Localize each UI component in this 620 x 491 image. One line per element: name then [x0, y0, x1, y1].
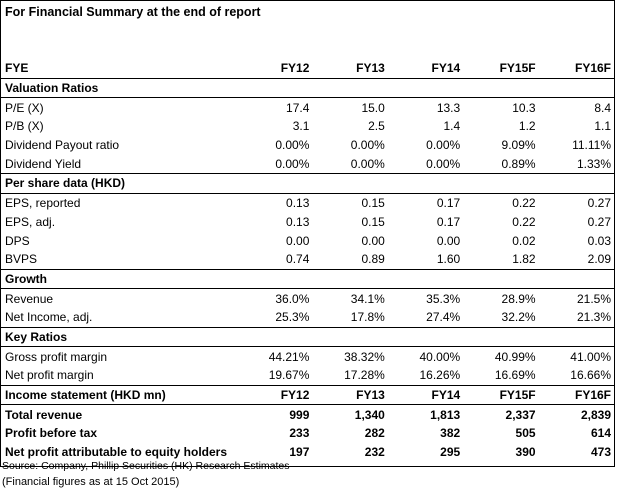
cell-value: 390 [515, 445, 536, 460]
cell-value: 0.89 [361, 252, 385, 267]
cell-value: 2,337 [505, 407, 536, 422]
cell-value: 614 [590, 426, 611, 441]
row-label: Profit before tax [5, 426, 98, 441]
cell-value: 0.02 [512, 233, 536, 248]
cell-value: 16.66% [570, 368, 611, 383]
row-label: DPS [5, 233, 30, 248]
cell-value: 36.0% [275, 291, 310, 306]
cell-value: 15.0 [361, 100, 385, 115]
year-header: FY14 [388, 385, 463, 405]
section-header-valuation [1, 78, 614, 98]
cell-value: 17.28% [344, 368, 385, 383]
fye-header-row [1, 59, 614, 78]
year-header: FY15F [463, 385, 538, 405]
cell-value: 505 [515, 426, 536, 441]
cell-value: 40.00% [419, 349, 461, 364]
cell-value: 16.69% [494, 368, 536, 383]
table-row [1, 366, 614, 385]
row-label: Net profit attributable to equity holders [5, 445, 228, 460]
cell-value: 0.74 [286, 252, 310, 267]
cell-value: 1,340 [354, 407, 385, 422]
table-row [1, 289, 614, 308]
table-title: For Financial Summary at the end of report [5, 5, 261, 19]
cell-value: 0.17 [436, 196, 461, 211]
cell-value: 28.9% [501, 291, 536, 306]
year-header: FY12 [237, 59, 312, 78]
table-row [1, 424, 614, 443]
cell-value: 0.27 [587, 214, 611, 229]
cell-value: 17.4 [286, 100, 310, 115]
section-label: Growth [1, 269, 614, 289]
cell-value: 0.13 [286, 196, 310, 211]
cell-value: 44.21% [268, 349, 310, 364]
cell-value: 232 [364, 445, 385, 460]
section-header-growth [1, 269, 614, 289]
cell-value: 27.4% [426, 310, 461, 325]
table-row [1, 405, 614, 424]
row-label: Gross profit margin [5, 349, 108, 364]
section-label: Valuation Ratios [1, 78, 614, 98]
cell-value: 0.00% [426, 156, 461, 171]
cell-value: 999 [289, 407, 310, 422]
section-header-key-ratios [1, 327, 614, 347]
cell-value: 0.00% [350, 138, 385, 153]
row-label: Dividend Yield [5, 156, 82, 171]
row-label: Dividend Payout ratio [5, 138, 120, 153]
cell-value: 10.3 [512, 100, 536, 115]
table-row [1, 154, 614, 173]
cell-value: 0.00 [286, 233, 310, 248]
year-header: FY15F [463, 59, 538, 78]
table-row [1, 117, 614, 136]
cell-value: 1.2 [518, 119, 536, 134]
row-label: EPS, adj. [5, 214, 56, 229]
cell-value: 473 [590, 445, 611, 460]
source-note: Source: Company, Phillip Securities (HK) Research Estimates [2, 460, 290, 472]
row-label: P/E (X) [5, 100, 44, 115]
cell-value: 1.33% [576, 156, 611, 171]
cell-value: 2,839 [580, 407, 611, 422]
cell-value: 382 [440, 426, 461, 441]
row-label: Net Income, adj. [5, 310, 93, 325]
year-header: FY13 [312, 385, 387, 405]
as-of-note: (Financial figures as at 15 Oct 2015) [2, 476, 180, 488]
cell-value: 21.5% [576, 291, 611, 306]
cell-value: 3.1 [292, 119, 310, 134]
cell-value: 19.67% [268, 368, 310, 383]
year-header: FY16F [539, 59, 614, 78]
table-row [1, 347, 614, 366]
year-header: FY16F [539, 385, 614, 405]
cell-value: 1.1 [594, 119, 611, 134]
table-row [1, 193, 614, 212]
cell-value: 38.32% [344, 349, 385, 364]
section-label: Per share data (HKD) [1, 174, 614, 194]
cell-value: 32.2% [501, 310, 536, 325]
row-label: Revenue [5, 291, 54, 306]
cell-value: 0.27 [587, 196, 611, 211]
table-row [1, 98, 614, 117]
row-label: P/B (X) [5, 119, 44, 134]
cell-value: 0.15 [361, 196, 385, 211]
row-label: Total revenue [5, 407, 83, 422]
cell-value: 295 [440, 445, 461, 460]
table-row [1, 136, 614, 155]
cell-value: 11.11% [572, 138, 611, 153]
cell-value: 0.15 [361, 214, 385, 229]
cell-value: 1.4 [443, 119, 461, 134]
table-row [1, 443, 614, 462]
section-label: Key Ratios [1, 327, 614, 347]
table-row [1, 250, 614, 269]
row-label: Net profit margin [5, 368, 94, 383]
cell-value: 282 [364, 426, 385, 441]
cell-value: 17.8% [350, 310, 385, 325]
cell-value: 35.3% [426, 291, 461, 306]
cell-value: 0.00% [275, 138, 310, 153]
table-row [1, 308, 614, 327]
cell-value: 9.09% [501, 138, 536, 153]
cell-value: 2.5 [368, 119, 385, 134]
cell-value: 233 [289, 426, 310, 441]
cell-value: 25.3% [275, 310, 310, 325]
cell-value: 0.17 [436, 214, 461, 229]
cell-value: 34.1% [350, 291, 385, 306]
year-header: FY13 [312, 59, 387, 78]
cell-value: 1.60 [436, 252, 461, 267]
table-row [1, 213, 614, 232]
cell-value: 40.99% [494, 349, 536, 364]
year-header: FY14 [388, 59, 463, 78]
cell-value: 13.3 [436, 100, 461, 115]
cell-value: 197 [289, 445, 310, 460]
cell-value: 8.4 [594, 100, 611, 115]
section-header-per-share [1, 174, 614, 194]
cell-value: 1,813 [430, 407, 461, 422]
cell-value: 0.00% [426, 138, 461, 153]
cell-value: 0.22 [512, 196, 536, 211]
cell-value: 0.89% [501, 156, 536, 171]
cell-value: 0.00 [436, 233, 461, 248]
cell-value: 2.09 [587, 252, 611, 267]
cell-value: 0.00% [350, 156, 385, 171]
cell-value: 0.03 [587, 233, 611, 248]
year-header: FY12 [237, 385, 312, 405]
cell-value: 0.00% [275, 156, 310, 171]
section-header-income [1, 385, 614, 405]
row-label: EPS, reported [5, 196, 81, 211]
cell-value: 0.00 [361, 233, 385, 248]
cell-value: 41.00% [570, 349, 611, 364]
cell-value: 21.3% [576, 310, 611, 325]
section-label: Income statement (HKD mn) [1, 385, 237, 405]
row-label: BVPS [5, 252, 38, 267]
fye-label: FYE [1, 59, 237, 78]
financial-summary-table [1, 59, 614, 461]
cell-value: 1.82 [512, 252, 536, 267]
cell-value: 0.13 [286, 214, 310, 229]
cell-value: 16.26% [419, 368, 461, 383]
cell-value: 0.22 [512, 214, 536, 229]
table-row [1, 231, 614, 250]
